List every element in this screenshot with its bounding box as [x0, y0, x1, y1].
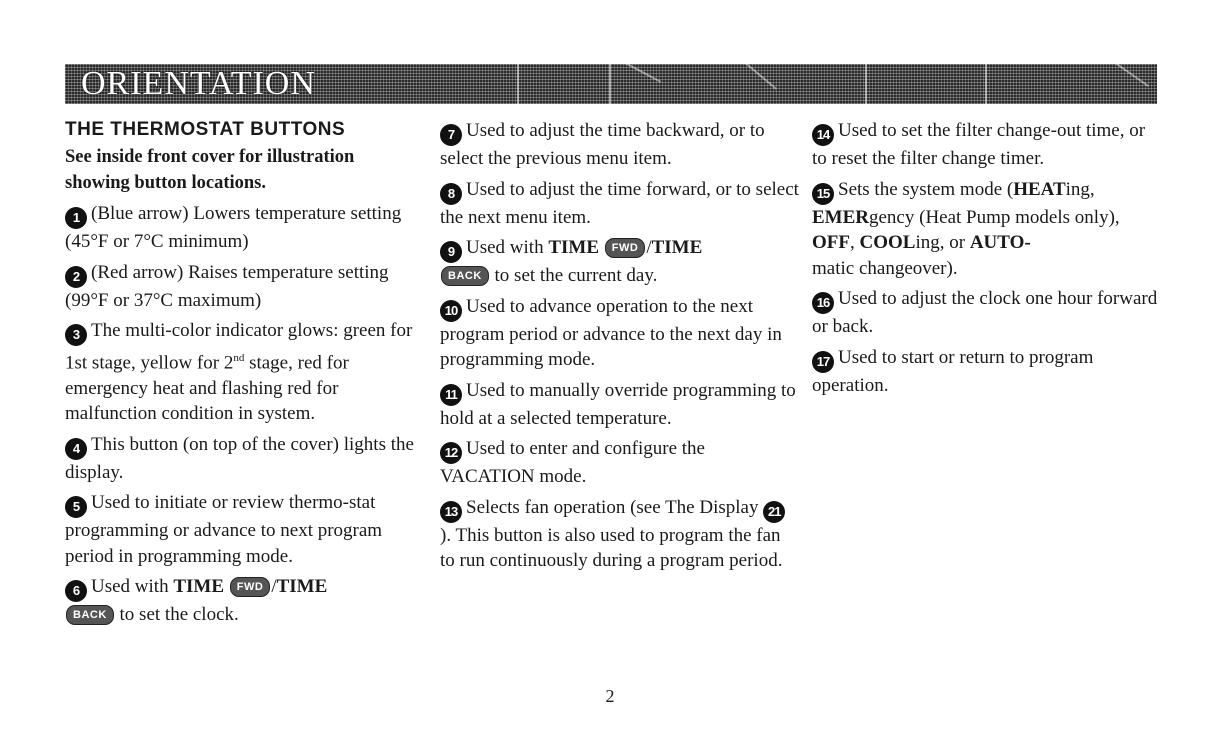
mode-emer: EMER: [812, 206, 869, 228]
item-text: Used to adjust the time backward, or to select the previous menu item.: [440, 120, 765, 169]
button-description-17: [812, 345, 1162, 399]
section-subheading: See inside front cover for illustration showing button locations.: [65, 147, 355, 193]
number-3-icon: 3: [65, 324, 87, 346]
item-text: Used with: [91, 576, 174, 598]
item-text: ing, or: [915, 232, 970, 253]
number-5-icon: 5: [65, 496, 87, 518]
button-description-9: [440, 235, 800, 289]
fwd-button-icon: FWD: [605, 238, 646, 258]
item-text: Used to start or return to program operation.: [812, 346, 1094, 396]
number-9-icon: 9: [440, 241, 462, 263]
button-description-12: [440, 436, 800, 490]
item-text: This button (on top of the cover) lights the display.: [65, 433, 414, 483]
item-text: Sets the system mode (: [838, 178, 1014, 200]
number-10-icon: 10: [440, 300, 462, 322]
number-2-icon: 2: [65, 266, 87, 288]
section-banner: [65, 64, 1157, 104]
time-label: TIME: [548, 237, 600, 258]
button-description-4: [65, 432, 417, 486]
item-text: matic changeover).: [812, 257, 958, 279]
fwd-button-icon: FWD: [230, 577, 271, 597]
item-text: Selects fan operation (see The Display: [466, 496, 764, 518]
back-button-icon: BACK: [66, 605, 114, 625]
section-heading: THE THERMOSTAT BUTTONS: [65, 119, 346, 140]
mode-cool: COOL: [859, 232, 916, 253]
item-text: (Blue arrow) Lowers temperature setting (45°F or 7°C minimum): [65, 203, 402, 252]
item-text: stage, red for emergency heat and flashing red for malfunction condition in system.: [65, 352, 349, 425]
button-description-13: [440, 495, 800, 574]
banner-stripe: [985, 64, 987, 104]
number-14-icon: 14: [812, 124, 834, 146]
number-4-icon: 4: [65, 438, 87, 460]
banner-diagonal: [1115, 64, 1149, 87]
back-button-icon: BACK: [441, 266, 489, 286]
item-text: Used to manually override programming to hold at a selected temperature.: [440, 379, 796, 429]
banner-diagonal: [745, 64, 777, 90]
button-description-2: [65, 260, 417, 314]
button-description-3: [65, 318, 417, 427]
number-17-icon: 17: [812, 351, 834, 373]
item-text: ,: [850, 232, 860, 253]
button-description-11: [440, 378, 800, 432]
separator: /: [646, 237, 652, 258]
separator: /: [271, 576, 277, 598]
button-description-1: [65, 201, 417, 255]
number-21-icon: 21: [763, 501, 785, 523]
button-description-14: [812, 118, 1162, 172]
item-text: (Red arrow) Raises temperature setting (99°F or 37°C maximum): [65, 261, 389, 311]
mode-heat: HEAT: [1013, 178, 1066, 200]
banner-stripe: [517, 64, 519, 104]
number-7-icon: 7: [440, 124, 462, 146]
number-16-icon: 16: [812, 292, 834, 314]
ordinal-suffix: nd: [233, 352, 245, 364]
item-text: ). This button is also used to program the fan to run continuously during a program period.: [440, 524, 783, 571]
item-text: Used to initiate or review thermo-stat programming or advance to next program period in programming mode.: [65, 492, 383, 567]
item-text: Used to adjust the clock one hour forward or back.: [812, 288, 1158, 337]
mode-off: OFF: [812, 232, 850, 253]
banner-title: ORIENTATION: [81, 65, 316, 102]
page-number: 2: [605, 686, 615, 706]
mode-auto: AUTO-: [969, 232, 1031, 253]
number-15-icon: 15: [812, 183, 834, 205]
banner-stripe: [865, 64, 867, 104]
button-description-16: [812, 286, 1162, 340]
number-12-icon: 12: [440, 442, 462, 464]
time-label: TIME: [173, 576, 225, 598]
item-text: to set the current day.: [489, 265, 658, 286]
banner-diagonal: [625, 64, 661, 83]
number-11-icon: 11: [440, 384, 462, 406]
button-description-6: [65, 574, 417, 628]
item-text: Used to set the filter change-out time, or to reset the filter change timer.: [812, 120, 1146, 169]
item-text: Used with: [466, 237, 549, 258]
button-description-10: [440, 294, 800, 373]
time-label: TIME: [651, 237, 703, 258]
item-text: Used to enter and configure the VACATION mode.: [440, 438, 705, 487]
button-description-7: [440, 118, 800, 172]
number-13-icon: 13: [440, 501, 462, 523]
banner-stripe: [609, 64, 611, 104]
item-text: gency (Heat Pump models only),: [869, 206, 1120, 228]
item-text: ing,: [1065, 178, 1095, 200]
button-description-8: [440, 177, 800, 231]
column-1: [65, 118, 417, 633]
time-label: TIME: [276, 576, 328, 598]
item-text: Used to advance operation to the next program period or advance to the next day in programming mode.: [440, 295, 782, 370]
item-text: Used to adjust the time forward, or to select the next menu item.: [440, 178, 799, 228]
button-description-5: [65, 490, 417, 569]
column-2: [440, 118, 800, 579]
number-6-icon: 6: [65, 580, 87, 602]
item-text: The multi-color indicator glows: green for 1st stage, yellow for 2: [65, 320, 413, 374]
column-3: [812, 118, 1162, 403]
button-description-15: [812, 177, 1162, 282]
number-8-icon: 8: [440, 183, 462, 205]
number-1-icon: 1: [65, 207, 87, 229]
item-text: to set the clock.: [114, 604, 239, 626]
